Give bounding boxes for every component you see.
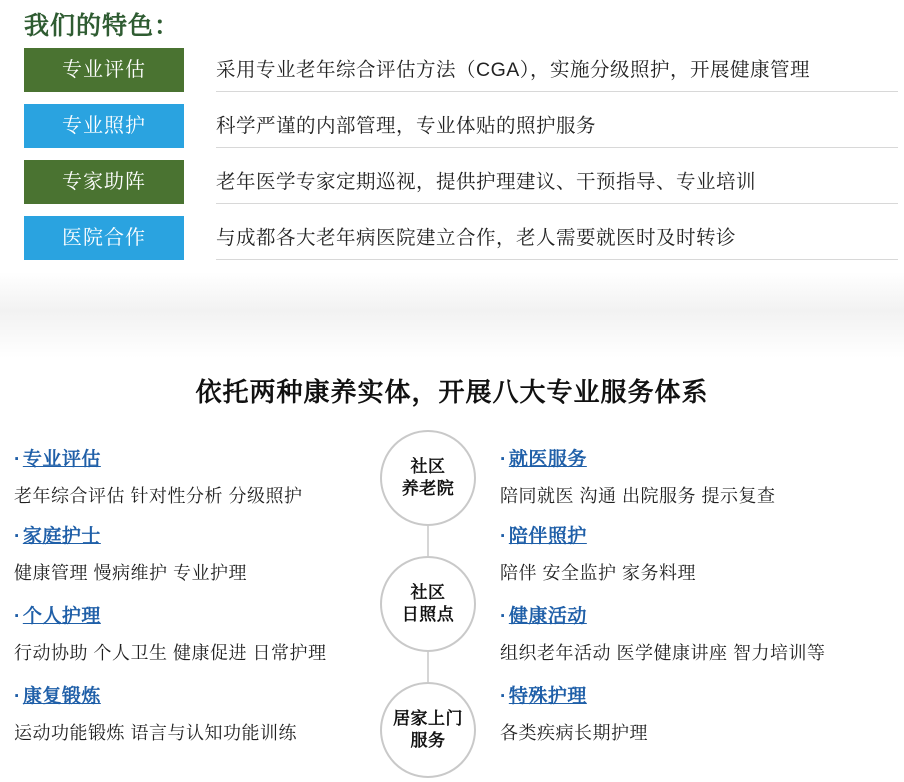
- service-description: 老年综合评估 针对性分析 分级照护: [14, 486, 303, 506]
- service-heading-label: 特殊护理: [508, 686, 587, 707]
- service-description: 组织老年活动 医学健康讲座 智力培训等: [500, 643, 826, 663]
- bullet-icon: ·: [500, 686, 507, 707]
- service-item-right-1: [500, 444, 890, 508]
- bullet-icon: ·: [500, 449, 507, 470]
- features-title: 我们的特色：: [24, 12, 181, 40]
- service-description: 行动协助 个人卫生 健康促进 日常护理: [14, 643, 327, 663]
- center-circle-community-day-care: [380, 556, 476, 652]
- circle-connector: [427, 526, 429, 556]
- feature-tag-1: 专业评估: [24, 48, 184, 92]
- service-heading: [14, 601, 404, 628]
- service-heading: [500, 521, 890, 548]
- feature-text-1: 采用专业老年综合评估方法（CGA），实施分级照护，开展健康管理: [216, 59, 811, 81]
- service-heading: [500, 444, 890, 471]
- features-section: [0, 0, 904, 300]
- circle-line-1: 社区: [410, 457, 446, 476]
- circle-line-2: 服务: [410, 731, 446, 750]
- service-heading-label: 陪伴照护: [508, 526, 587, 547]
- circle-line-2: 养老院: [401, 479, 455, 498]
- center-circle-community-nursing-home: [380, 430, 476, 526]
- service-heading-label: 就医服务: [508, 449, 587, 470]
- service-heading: [14, 444, 404, 471]
- section-divider: [0, 272, 904, 358]
- services-section: [0, 358, 904, 782]
- service-heading: [500, 681, 890, 708]
- service-heading-label: 个人护理: [22, 606, 101, 627]
- service-description: 运动功能锻炼 语言与认知功能训练: [14, 723, 297, 743]
- bullet-icon: ·: [14, 606, 21, 627]
- service-description: 各类疾病长期护理: [500, 723, 648, 743]
- circle-line-2: 日照点: [401, 605, 455, 624]
- feature-tag-2: 专业照护: [24, 104, 184, 148]
- bullet-icon: ·: [14, 526, 21, 547]
- service-item-right-4: [500, 681, 890, 745]
- bullet-icon: ·: [500, 526, 507, 547]
- circle-connector: [427, 652, 429, 682]
- feature-divider: [216, 91, 898, 92]
- service-item-left-1: [14, 444, 404, 508]
- feature-divider: [216, 147, 898, 148]
- feature-tag-4: 医院合作: [24, 216, 184, 260]
- service-item-left-3: [14, 601, 404, 665]
- feature-text-3: 老年医学专家定期巡视，提供护理建议、干预指导、专业培训: [216, 171, 757, 193]
- bullet-icon: ·: [500, 606, 507, 627]
- feature-row: [24, 160, 874, 204]
- service-heading: [14, 521, 404, 548]
- service-description: 陪伴 安全监护 家务料理: [500, 563, 697, 583]
- feature-row: [24, 48, 874, 92]
- service-heading-label: 家庭护士: [22, 526, 101, 547]
- circle-line-1: 居家上门: [393, 709, 463, 728]
- service-item-right-3: [500, 601, 890, 665]
- services-title: 依托两种康养实体，开展八大专业服务体系: [195, 377, 709, 407]
- feature-divider: [216, 203, 898, 204]
- service-description: 陪同就医 沟通 出院服务 提示复查: [500, 486, 776, 506]
- service-item-left-4: [14, 681, 404, 745]
- service-item-right-2: [500, 521, 890, 585]
- feature-row: [24, 104, 874, 148]
- service-item-left-2: [14, 521, 404, 585]
- center-circle-home-visit-service: [380, 682, 476, 778]
- service-heading-label: 健康活动: [508, 606, 587, 627]
- feature-row: [24, 216, 874, 260]
- feature-text-2: 科学严谨的内部管理，专业体贴的照护服务: [216, 115, 597, 137]
- feature-divider: [216, 259, 898, 260]
- service-heading-label: 康复锻炼: [22, 686, 101, 707]
- circle-line-1: 社区: [410, 583, 446, 602]
- service-heading: [14, 681, 404, 708]
- bullet-icon: ·: [14, 686, 21, 707]
- service-description: 健康管理 慢病维护 专业护理: [14, 563, 248, 583]
- service-heading-label: 专业评估: [22, 449, 101, 470]
- bullet-icon: ·: [14, 449, 21, 470]
- service-heading: [500, 601, 890, 628]
- feature-tag-3: 专家助阵: [24, 160, 184, 204]
- feature-text-4: 与成都各大老年病医院建立合作，老人需要就医时及时转诊: [216, 227, 737, 249]
